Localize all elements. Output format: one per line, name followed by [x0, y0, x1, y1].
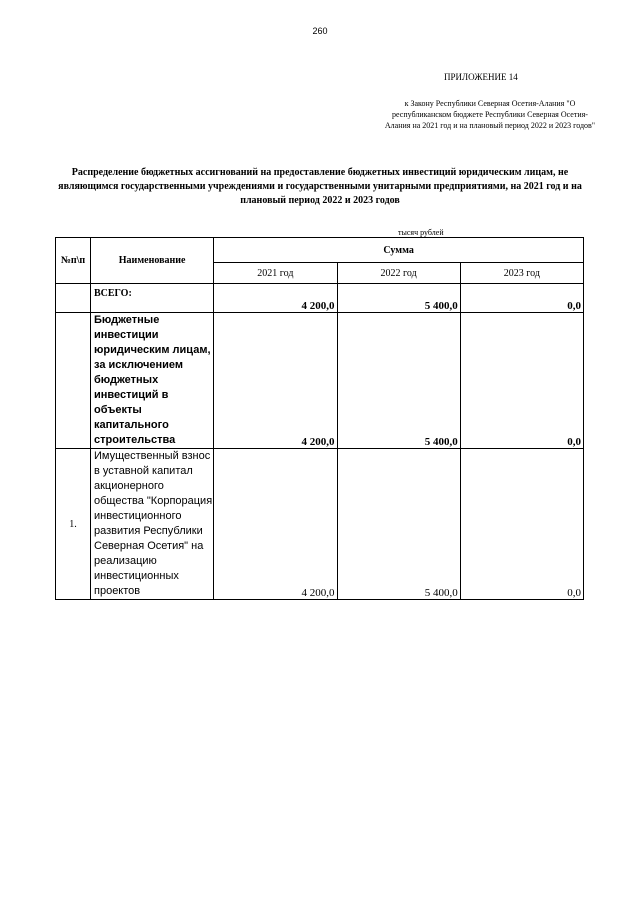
units-label: тысяч рублей	[398, 228, 444, 237]
header-year-2022: 2022 год	[337, 263, 460, 284]
table-row	[56, 449, 584, 600]
header-sum: Сумма	[214, 238, 584, 263]
page-number: 260	[312, 26, 328, 36]
header-number: №п\п	[56, 238, 91, 284]
row-index: 1.	[56, 449, 91, 600]
appendix-label: ПРИЛОЖЕНИЕ 14	[444, 72, 518, 82]
value-2023: 0,0	[460, 313, 583, 449]
value-2021: 4 200,0	[214, 313, 337, 449]
table-row-total	[56, 284, 584, 313]
document-title: Распределение бюджетных ассигнований на предоставление бюджетных инвестиций юридическим лицам, не являющимся государственными учреждениями и государственными унитарными предприятиями, на 2021 год и на плановый период 2022 и 2023 годов	[58, 167, 582, 206]
row-name: Бюджетные инвестиции юридическим лицам, за исключением бюджетных инвестиций в объекты капитального строительства	[91, 313, 214, 449]
value-2021: 4 200,0	[214, 449, 337, 600]
law-reference: к Закону Республики Северная Осетия-Алания "О республиканском бюджете Республики Северная Осетия-Алания на 2021 год и на плановый период 2022 и 2023 годов"	[384, 99, 596, 130]
table-row-group	[56, 313, 584, 449]
value-2022: 5 400,0	[337, 449, 460, 600]
value-2022: 5 400,0	[337, 313, 460, 449]
header-name: Наименование	[91, 238, 214, 284]
row-index	[56, 313, 91, 449]
value-2023: 0,0	[460, 284, 583, 313]
value-2021: 4 200,0	[214, 284, 337, 313]
row-name: Имущественный взнос в уставной капитал акционерного общества "Корпорация инвестиционного развития Республики Северная Осетия" на реализацию инвестиционных проектов	[91, 449, 214, 600]
header-row	[56, 238, 584, 263]
header-year-2021: 2021 год	[214, 263, 337, 284]
header-year-2023: 2023 год	[460, 263, 583, 284]
value-2023: 0,0	[460, 449, 583, 600]
row-index	[56, 284, 91, 313]
row-name: ВСЕГО:	[91, 284, 214, 313]
value-2022: 5 400,0	[337, 284, 460, 313]
budget-table	[55, 237, 584, 600]
